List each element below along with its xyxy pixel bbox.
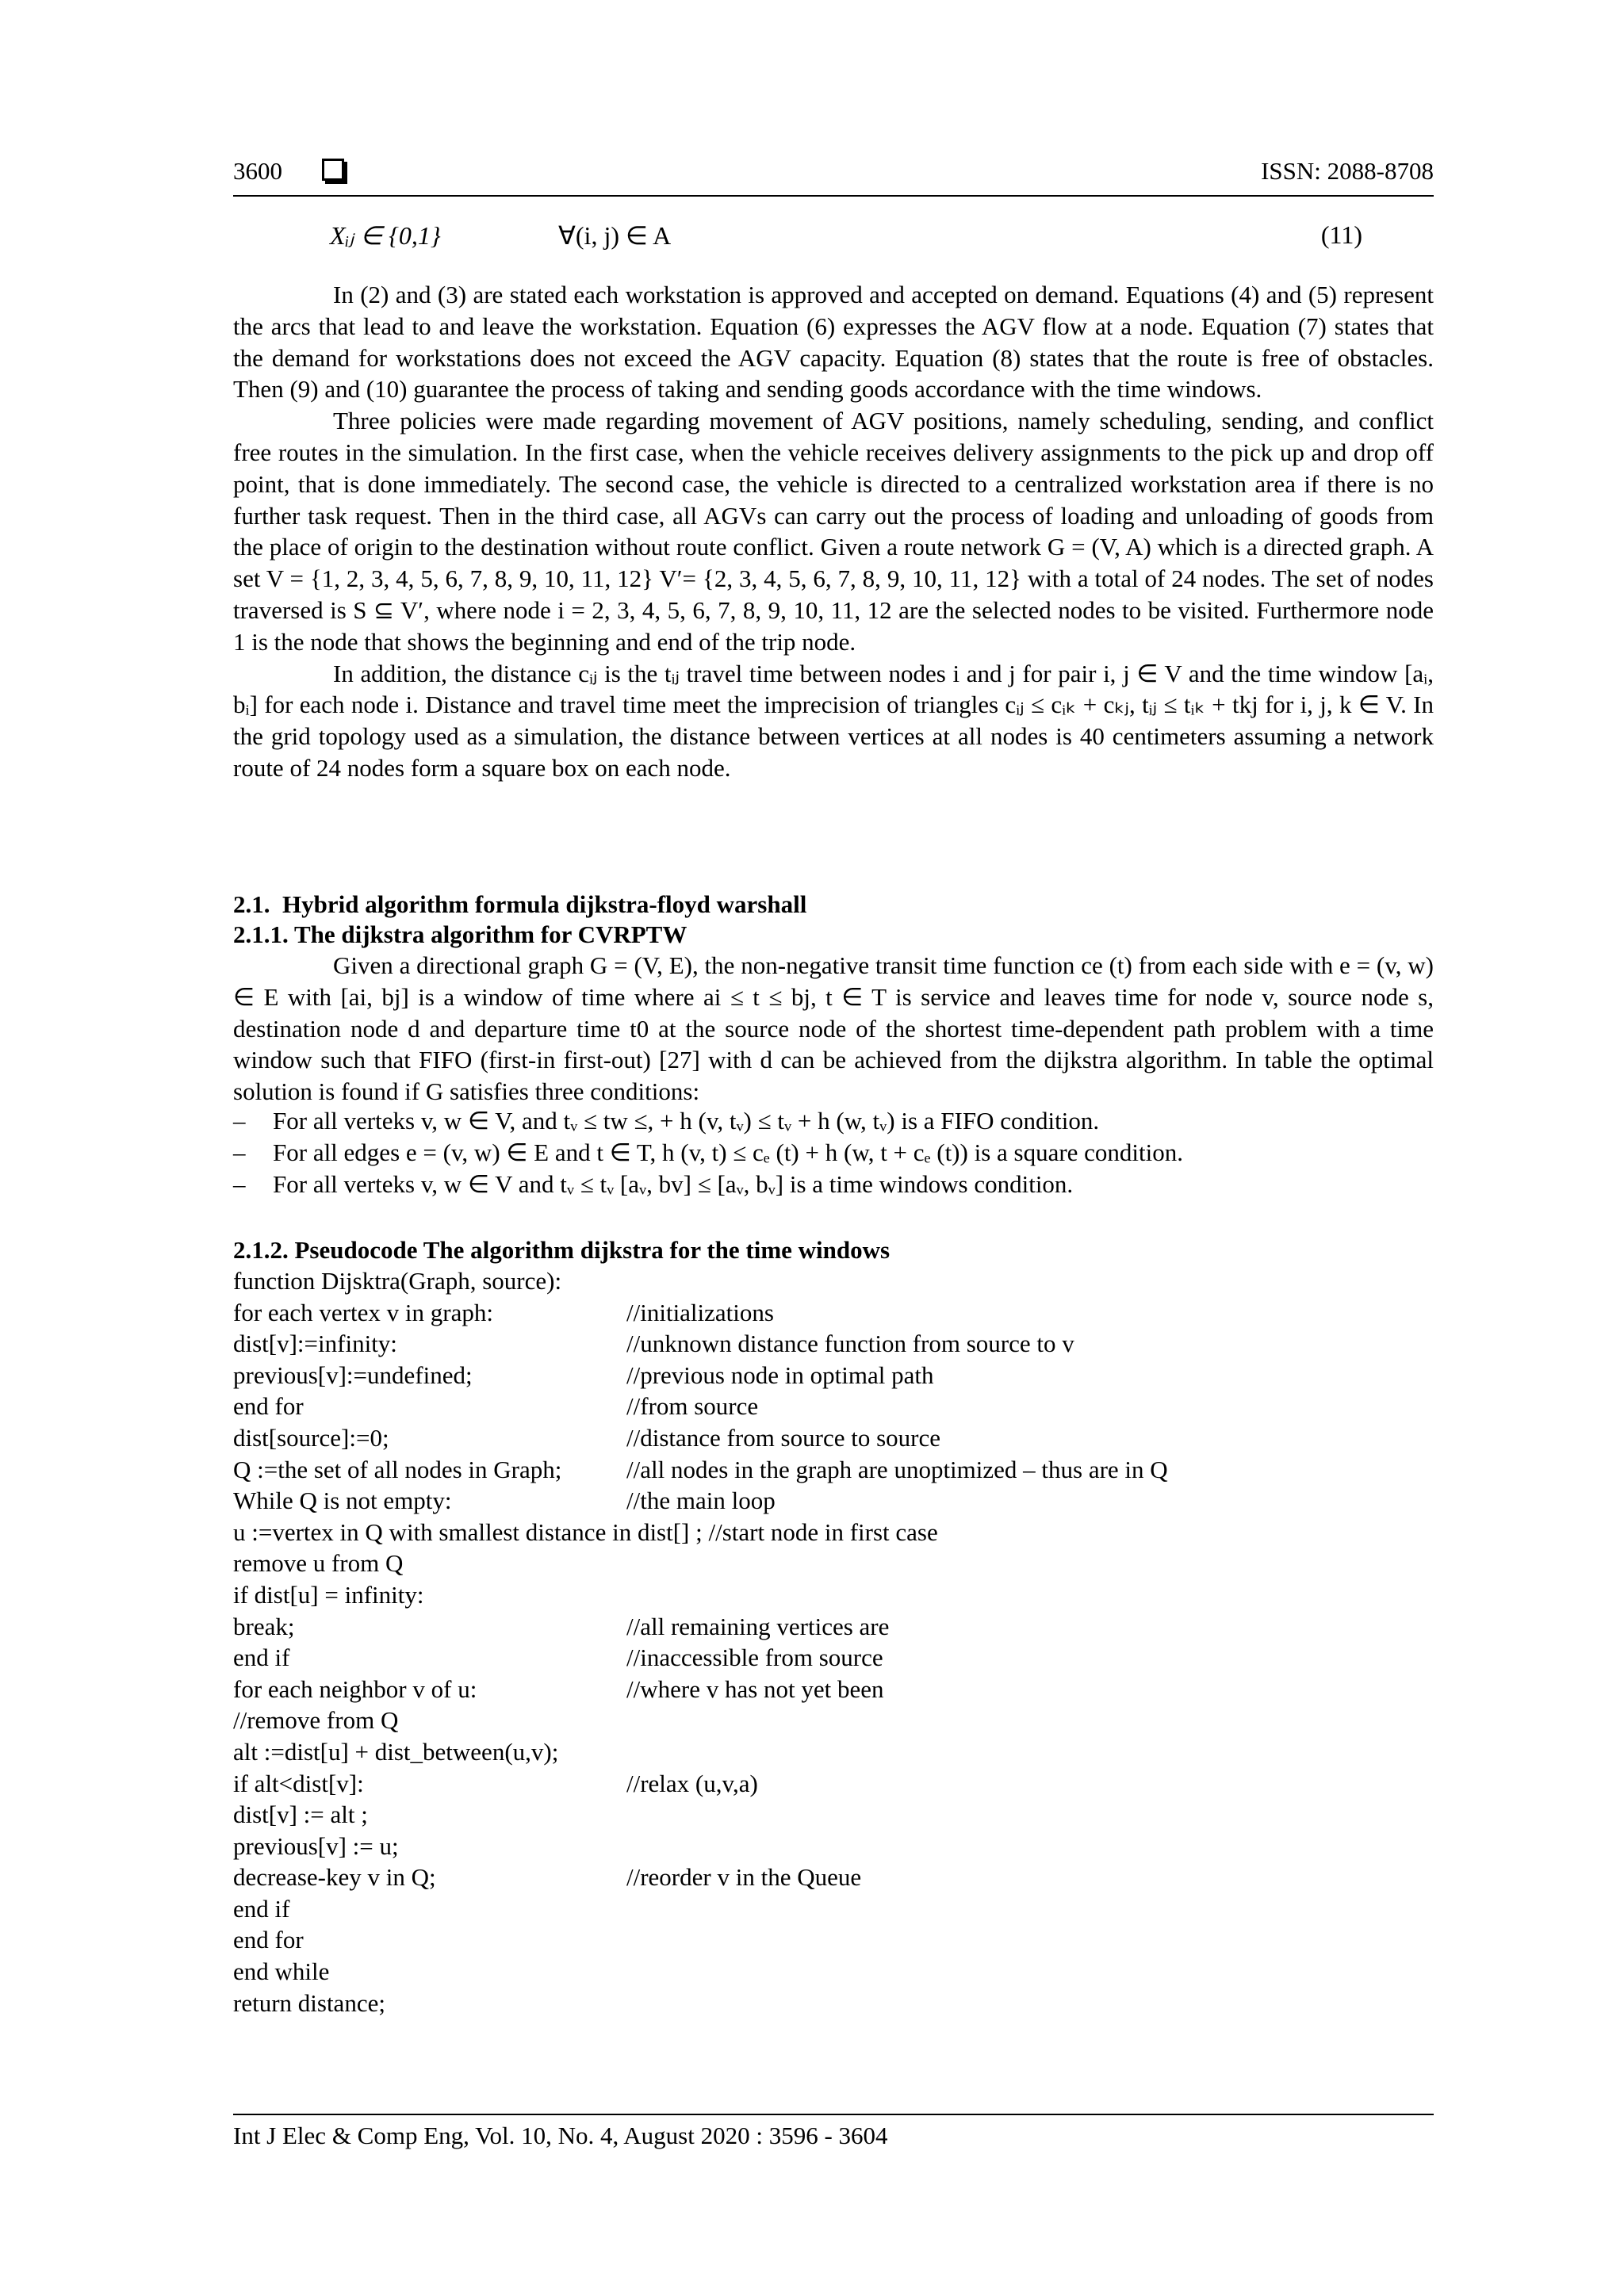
code-comment: //previous node in optimal path xyxy=(626,1360,934,1389)
list-item-text: For all edges e = (v, w) ∈ E and t ∈ T, h (v, t) ≤ cₑ (t) + h (w, t + cₑ (t)) is a square condition. xyxy=(273,1138,1184,1166)
code-comment: //unknown distance function from source to v xyxy=(626,1330,1074,1358)
conditions-list xyxy=(233,1105,1434,1200)
code-text: end if xyxy=(233,1644,290,1672)
code-line xyxy=(233,1674,1434,1705)
list-item-text: For all verteks v, w ∈ V and tᵥ ≤ tᵥ [aᵥ, bv] ≤ [aᵥ, bᵥ] is a time windows condition. xyxy=(273,1170,1074,1198)
equation-lhs: Xᵢⱼ ∈ {0,1} xyxy=(330,221,441,250)
list-item xyxy=(233,1105,1434,1137)
list-item xyxy=(233,1137,1434,1169)
code-text: alt :=dist[u] + dist_between(u,v); xyxy=(233,1737,559,1766)
code-comment: //the main loop xyxy=(626,1487,776,1515)
code-line xyxy=(233,1831,1434,1862)
code-comment: //relax (u,v,a) xyxy=(626,1769,758,1797)
code-text: end for xyxy=(233,1392,304,1421)
code-comment: //inaccessible from source xyxy=(626,1644,883,1672)
code-line xyxy=(233,1862,1434,1893)
code-line xyxy=(233,1611,1434,1643)
code-line xyxy=(233,1579,1434,1611)
section-heading-2-1-2: 2.1.2. Pseudocode The algorithm dijkstra for the time windows xyxy=(233,1236,891,1264)
body-text xyxy=(233,279,1434,784)
dash-bullet-icon: – xyxy=(233,1170,246,1198)
code-text: break; xyxy=(233,1612,295,1640)
code-comment: //initializations xyxy=(626,1298,774,1326)
code-comment: //all nodes in the graph are unoptimized – thus are in Q xyxy=(626,1455,1168,1483)
code-line xyxy=(233,1517,1434,1548)
code-text: //remove from Q xyxy=(233,1706,399,1735)
code-text: dist[source]:=0; xyxy=(233,1423,389,1452)
equation-number: (11) xyxy=(1320,220,1362,249)
header-rule xyxy=(233,195,1434,197)
code-line xyxy=(233,1485,1434,1517)
paragraph: In (2) and (3) are stated each workstation is approved and accepted on demand. Equations (4) and (5) represent the arcs that lead to and leave the workstation. Equation (6) expresses the AGV flow at a node. Equation (7) states that the demand for workstations does not exceed the AGV capacity. Equation (8) states that the route is free of obstacles. Then (9) and (10) guarantee the process of taking and sending goods accordance with the time windows. xyxy=(233,281,1434,404)
code-line xyxy=(233,1924,1434,1956)
list-item-text: For all verteks v, w ∈ V, and tᵥ ≤ tw ≤, + h (v, tᵥ) ≤ tᵥ + h (w, tᵥ) is a FIFO condition. xyxy=(273,1107,1100,1135)
dash-bullet-icon: – xyxy=(233,1138,246,1166)
code-text: for each neighbor v of u: xyxy=(233,1674,477,1703)
code-comment: //distance from source to source xyxy=(626,1423,940,1452)
code-line xyxy=(233,1548,1434,1579)
code-text: end for xyxy=(233,1926,304,1954)
pseudocode-block xyxy=(233,1265,1434,2019)
code-text: if dist[u] = infinity: xyxy=(233,1580,424,1609)
paragraph: In addition, the distance cᵢⱼ is the tᵢⱼ travel time between nodes i and j for pair i, j ∈ V and the time window [aᵢ, bᵢ] for each node i. Distance and travel time meet the imprecision of triangles cᵢⱼ ≤ cᵢₖ + cₖⱼ, tᵢⱼ ≤ tᵢₖ + tkj for i, j, k ∈ V. In the grid topology used as a simulation, the distance between vertices at all nodes is 40 centimeters assuming a network route of 24 nodes form a square box on each node. xyxy=(233,659,1434,782)
code-text: decrease-key v in Q; xyxy=(233,1863,436,1892)
page-header xyxy=(233,152,1434,190)
code-text: previous[v] := u; xyxy=(233,1831,399,1860)
section-heading-2-1-1: 2.1.1. The dijkstra algorithm for CVRPTW xyxy=(233,920,688,948)
dash-bullet-icon: – xyxy=(233,1107,246,1135)
code-text: Q :=the set of all nodes in Graph; xyxy=(233,1455,562,1483)
code-text: While Q is not empty: xyxy=(233,1487,452,1515)
code-line xyxy=(233,1893,1434,1925)
paragraph: Three policies were made regarding movement of AGV positions, namely scheduling, sending, and conflict free routes in the simulation. In the first case, when the vehicle receives delivery assignments to the pick up and drop off point, that is done immediately. The second case, the vehicle is directed to a centralized workstation area if there is no further task request. Then in the third case, all AGVs can carry out the process of loading and unloading of goods from the place of origin to the destination without route conflict. Given a route network G = (V, A) which is a directed graph. A set V = {1, 2, 3, 4, 5, 6, 7, 8, 9, 10, 11, 12} V′= {2, 3, 4, 5, 6, 7, 8, 9, 10, 11, 12} with a total of 24 nodes. The set of nodes traversed is S ⊆ V′, where node i = 2, 3, 4, 5, 6, 7, 8, 9, 10, 11, 12 are the selected nodes to be visited. Furthermore node 1 is the node that shows the beginning and end of the trip node. xyxy=(233,407,1434,656)
code-text: end while xyxy=(233,1957,330,1986)
code-line xyxy=(233,1768,1434,1800)
paragraph: Given a directional graph G = (V, E), the non-negative transit time function ce (t) from each side with e = (v, w) ∈ E with [ai, bj] is a window of time where ai ≤ t ≤ bj, t ∈ T is service and leaves time for node v, source node s, destination node d and departure time t0 at the source node of the shortest time-dependent path problem with a time window such that FIFO (first-in first-out) [27] with d can be achieved from the dijkstra algorithm. In table the optimal solution is found if G satisfies three conditions: xyxy=(233,951,1434,1106)
issn: ISSN: 2088-8708 xyxy=(1261,157,1434,185)
code-line xyxy=(233,1422,1434,1454)
checkbox-square-icon xyxy=(322,159,344,181)
equation-11 xyxy=(330,220,1362,252)
code-line xyxy=(233,1736,1434,1768)
code-text: dist[v] := alt ; xyxy=(233,1800,368,1829)
code-text: u :=vertex in Q with smallest distance in dist[] ; //start node in first case xyxy=(233,1517,938,1546)
list-item xyxy=(233,1169,1434,1200)
code-line xyxy=(233,1265,1434,1297)
code-text: remove u from Q xyxy=(233,1549,404,1578)
code-text: dist[v]:=infinity: xyxy=(233,1330,397,1358)
code-text: for each vertex v in graph: xyxy=(233,1298,493,1326)
code-line xyxy=(233,1360,1434,1391)
equation-quantifier: ∀(i, j) ∈ A xyxy=(558,221,672,250)
code-line xyxy=(233,1799,1434,1831)
code-text: previous[v]:=undefined; xyxy=(233,1360,473,1389)
code-text: function Dijsktra(Graph, source): xyxy=(233,1267,562,1295)
page-footer: Int J Elec & Comp Eng, Vol. 10, No. 4, August 2020 : 3596 - 3604 xyxy=(233,2122,888,2149)
code-comment: //where v has not yet been xyxy=(626,1674,884,1703)
code-text: return distance; xyxy=(233,1988,385,2017)
code-line xyxy=(233,1956,1434,1988)
section-heading-2-1: 2.1. Hybrid algorithm formula dijkstra-floyd warshall xyxy=(233,890,807,918)
code-comment: //reorder v in the Queue xyxy=(626,1863,862,1892)
body-text-2-1-1 xyxy=(233,950,1434,1108)
code-line xyxy=(233,1705,1434,1736)
code-text: end if xyxy=(233,1894,290,1923)
code-line xyxy=(233,1642,1434,1674)
code-line xyxy=(233,1988,1434,2019)
code-line xyxy=(233,1454,1434,1486)
code-line xyxy=(233,1328,1434,1360)
code-comment: //from source xyxy=(626,1392,759,1421)
page-number: 3600 xyxy=(233,157,282,185)
code-line xyxy=(233,1297,1434,1329)
code-line xyxy=(233,1391,1434,1422)
code-text: if alt<dist[v]: xyxy=(233,1769,364,1797)
code-comment: //all remaining vertices are xyxy=(626,1612,890,1640)
footer-rule xyxy=(233,2114,1434,2115)
